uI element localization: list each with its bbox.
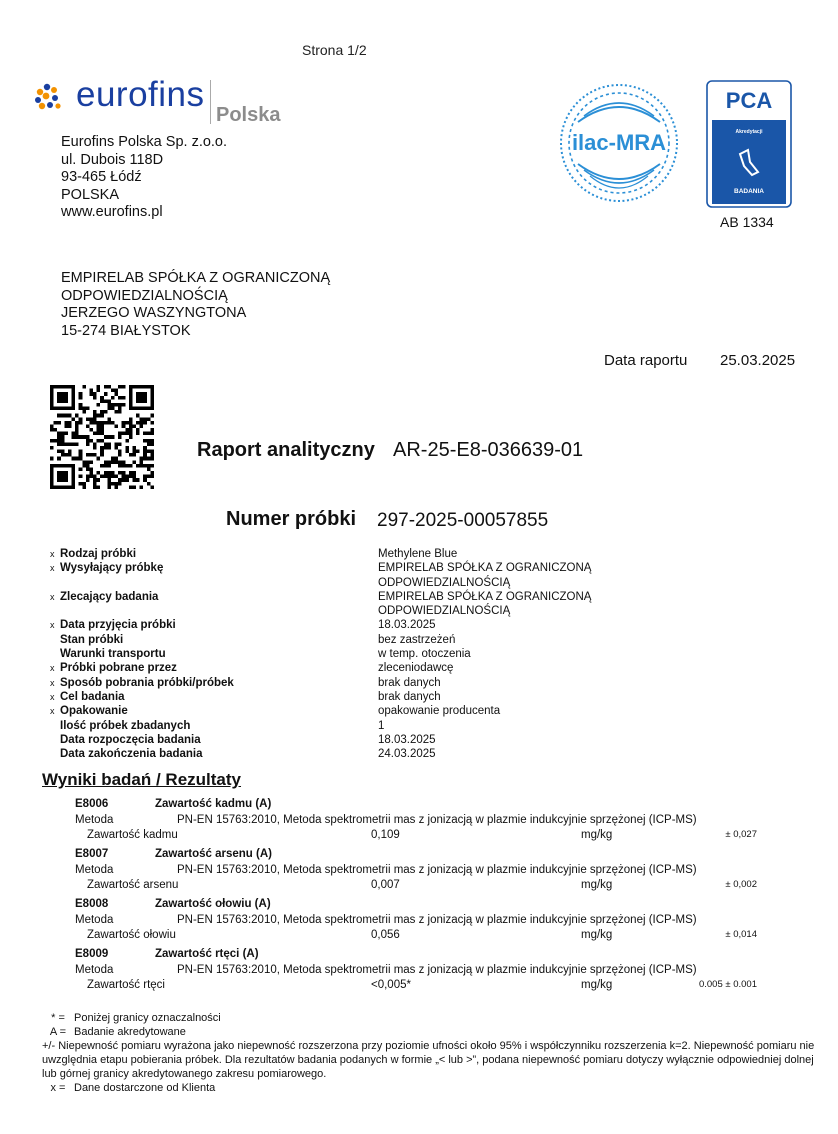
info-label: Próbki pobrane przez: [60, 662, 177, 675]
client-line: 15-274 BIAŁYSTOK: [61, 322, 191, 339]
client-data-mark: x: [50, 563, 55, 574]
client-data-mark: x: [50, 706, 55, 717]
footnote: [42, 1025, 822, 1039]
result-parameter: Zawartość rtęci: [87, 979, 165, 991]
result-code: E8009: [75, 948, 109, 960]
client-data-mark: [50, 747, 60, 761]
result-uncertainty: 0.005 ± 0.001: [698, 979, 757, 990]
info-label: Warunki transportu: [60, 648, 166, 661]
report-title-label: Raport analityczny: [197, 439, 375, 461]
footnote-symbol: x =: [50, 1082, 66, 1094]
ilac-mra-seal-icon: [558, 82, 680, 204]
info-row: [50, 618, 770, 632]
page-number: Strona 1/2: [302, 42, 367, 58]
info-label: Opakowanie: [60, 705, 128, 718]
footnote-text: Poniżej granicy oznaczalności: [74, 1012, 221, 1024]
results-heading: Wyniki badań / Rezultaty: [42, 770, 242, 789]
info-label: Data rozpoczęcia badania: [60, 733, 201, 746]
info-row: [50, 576, 770, 590]
client-data-mark: x: [50, 591, 55, 602]
info-value: Methylene Blue: [378, 548, 458, 560]
result-name: Zawartość rtęci (A): [155, 948, 259, 960]
client-line: JERZEGO WASZYNGTONA: [61, 305, 247, 321]
info-label: [60, 604, 378, 618]
info-row: [50, 733, 770, 747]
report-date-label: Data raportu: [604, 352, 688, 369]
info-row: [50, 661, 770, 675]
info-value: 18.03.2025: [378, 733, 436, 746]
result-block: [75, 948, 775, 998]
accreditation-number: AB 1334: [720, 214, 774, 230]
result-unit: mg/kg: [581, 829, 613, 841]
results-section: [75, 798, 775, 998]
result-block: [75, 898, 775, 948]
method-label: Metoda: [75, 914, 114, 926]
info-row: [50, 590, 770, 604]
sample-number: 297-2025-00057855: [377, 510, 549, 531]
info-value: w temp. otoczenia: [378, 648, 471, 661]
result-parameter: Zawartość arsenu: [87, 879, 179, 891]
info-row: [50, 747, 770, 761]
logo-brand: eurofins: [76, 75, 205, 114]
issuer-line: ul. Dubois 118D: [61, 151, 164, 168]
info-value: bez zastrzeżeń: [378, 633, 456, 646]
result-name: Zawartość ołowiu (A): [155, 898, 271, 910]
issuer-line: POLSKA: [61, 186, 120, 203]
info-row: [50, 719, 770, 733]
footnote-text: Dane dostarczone od Klienta: [74, 1082, 216, 1094]
info-row: [50, 561, 770, 575]
info-row: [50, 704, 770, 718]
info-value: brak danych: [378, 690, 441, 703]
client-data-mark: [50, 733, 60, 747]
info-row: [50, 676, 770, 690]
info-label: [60, 576, 378, 590]
result-uncertainty: ± 0,002: [725, 879, 757, 890]
client-line: EMPIRELAB SPÓŁKA Z OGRANICZONĄ: [61, 270, 331, 286]
pca-line2: Akredytacji: [735, 129, 763, 135]
method-label: Metoda: [75, 964, 114, 976]
uncertainty-footnote: +/- Niepewność pomiaru wyrażona jako niepewność rozszerzona przy poziomie ufności około 95% i współczynniku rozszerzenia k=2. Niepewność pomiaru nie uwzględnia etapu pobierania próbek. Dla rezultatów badania podanych w formie „< lub >”, podana niepewność pomiaru dotyczy wyłącznie odpowiedniej dolnej lub górnej granicy akredytowanego zakresu pomiarowego.: [42, 1040, 815, 1080]
pca-line1: Polskie Centrum: [729, 123, 769, 129]
qr-code-icon: [50, 385, 154, 489]
info-value: ODPOWIEDZIALNOŚCIĄ: [378, 576, 511, 589]
result-code: E8008: [75, 898, 109, 910]
logo-divider: [210, 80, 211, 124]
info-row: [50, 604, 770, 618]
footnotes: [42, 1011, 822, 1095]
result-name: Zawartość arsenu (A): [155, 848, 272, 860]
info-label: Stan próbki: [60, 633, 124, 646]
result-code: E8007: [75, 848, 109, 860]
result-method: PN-EN 15763:2010, Metoda spektrometrii mas z jonizacją w plazmie indukcyjnie sprzężonej (ICP-MS): [177, 864, 697, 876]
result-method: PN-EN 15763:2010, Metoda spektrometrii mas z jonizacją w plazmie indukcyjnie sprzężonej (ICP-MS): [177, 964, 697, 976]
client-data-mark: [50, 576, 60, 590]
info-value: opakowanie producenta: [378, 705, 501, 718]
client-data-mark: [50, 604, 60, 618]
logo-sub: Polska: [216, 104, 281, 126]
pca-abbr: PCA: [725, 88, 773, 113]
client-data-mark: x: [50, 677, 55, 688]
issuer-line: Eurofins Polska Sp. z.o.o.: [61, 134, 228, 150]
info-row: [50, 690, 770, 704]
info-value: ODPOWIEDZIALNOŚCIĄ: [378, 605, 511, 618]
issuer-line: www.eurofins.pl: [61, 204, 163, 220]
result-unit: mg/kg: [581, 979, 613, 991]
result-method: PN-EN 15763:2010, Metoda spektrometrii mas z jonizacją w plazmie indukcyjnie sprzężonej (ICP-MS): [177, 814, 697, 826]
result-block: [75, 848, 775, 898]
sample-info-table: [50, 547, 770, 761]
client-line: ODPOWIEDZIALNOŚCIĄ: [61, 287, 228, 304]
info-label: Data przyjęcia próbki: [60, 619, 176, 632]
result-code: E8006: [75, 798, 109, 810]
client-data-mark: x: [50, 663, 55, 674]
footnote: [42, 1011, 822, 1025]
result-method: PN-EN 15763:2010, Metoda spektrometrii mas z jonizacją w plazmie indukcyjnie sprzężonej (ICP-MS): [177, 914, 697, 926]
result-parameter: Zawartość ołowiu: [87, 929, 176, 941]
footnote: [42, 1081, 822, 1095]
report-number: AR-25-E8-036639-01: [393, 439, 584, 461]
result-parameter: Zawartość kadmu: [87, 829, 178, 841]
result-value: 0,056: [371, 929, 400, 941]
client-data-mark: [50, 633, 60, 647]
info-value: EMPIRELAB SPÓŁKA Z OGRANICZONĄ: [378, 590, 592, 603]
info-label: Sposób pobrania próbki/próbek: [60, 676, 234, 689]
info-label: Rodzaj próbki: [60, 548, 137, 560]
info-label: Zlecający badania: [60, 590, 159, 603]
issuer-line: 93-465 Łódź: [61, 169, 142, 185]
method-label: Metoda: [75, 814, 114, 826]
info-value: zleceniodawcę: [378, 662, 454, 675]
client-data-mark: x: [50, 549, 55, 559]
result-block: [75, 798, 775, 848]
client-data-mark: x: [50, 620, 55, 631]
result-uncertainty: ± 0,027: [725, 829, 757, 840]
sample-number-label: Numer próbki: [226, 508, 357, 530]
result-unit: mg/kg: [581, 879, 613, 891]
result-value: 0,007: [371, 879, 400, 891]
footnote-text: Badanie akredytowane: [74, 1026, 186, 1038]
pca-accreditation-badge-icon: [706, 80, 792, 208]
ilac-label: ilac-MRA: [571, 130, 667, 155]
client-data-mark: [50, 647, 60, 661]
info-value: 24.03.2025: [378, 748, 436, 761]
result-name: Zawartość kadmu (A): [155, 798, 272, 810]
client-data-mark: x: [50, 691, 55, 702]
info-value: 18.03.2025: [378, 619, 436, 632]
result-unit: mg/kg: [581, 929, 613, 941]
issuer-address: [61, 134, 227, 222]
client-address: [61, 270, 330, 340]
info-value: brak danych: [378, 676, 441, 689]
info-label: Ilość próbek zbadanych: [60, 719, 191, 732]
footnote-symbol: * =: [51, 1012, 65, 1024]
info-label: Wysyłający próbkę: [60, 562, 164, 575]
info-row: [50, 547, 770, 561]
info-row: [50, 647, 770, 661]
result-uncertainty: ± 0,014: [725, 929, 757, 940]
info-value: 1: [378, 719, 385, 732]
info-value: EMPIRELAB SPÓŁKA Z OGRANICZONĄ: [378, 562, 592, 575]
info-row: [50, 633, 770, 647]
pca-badge-label: BADANIA: [734, 188, 764, 195]
info-label: Cel badania: [60, 690, 125, 703]
footnote-symbol: A =: [49, 1026, 67, 1038]
report-date-value: 25.03.2025: [720, 352, 796, 369]
result-value: 0,109: [371, 829, 400, 841]
client-data-mark: [50, 719, 60, 733]
result-value: <0,005*: [371, 979, 411, 991]
info-label: Data zakończenia badania: [60, 748, 203, 761]
method-label: Metoda: [75, 864, 114, 876]
